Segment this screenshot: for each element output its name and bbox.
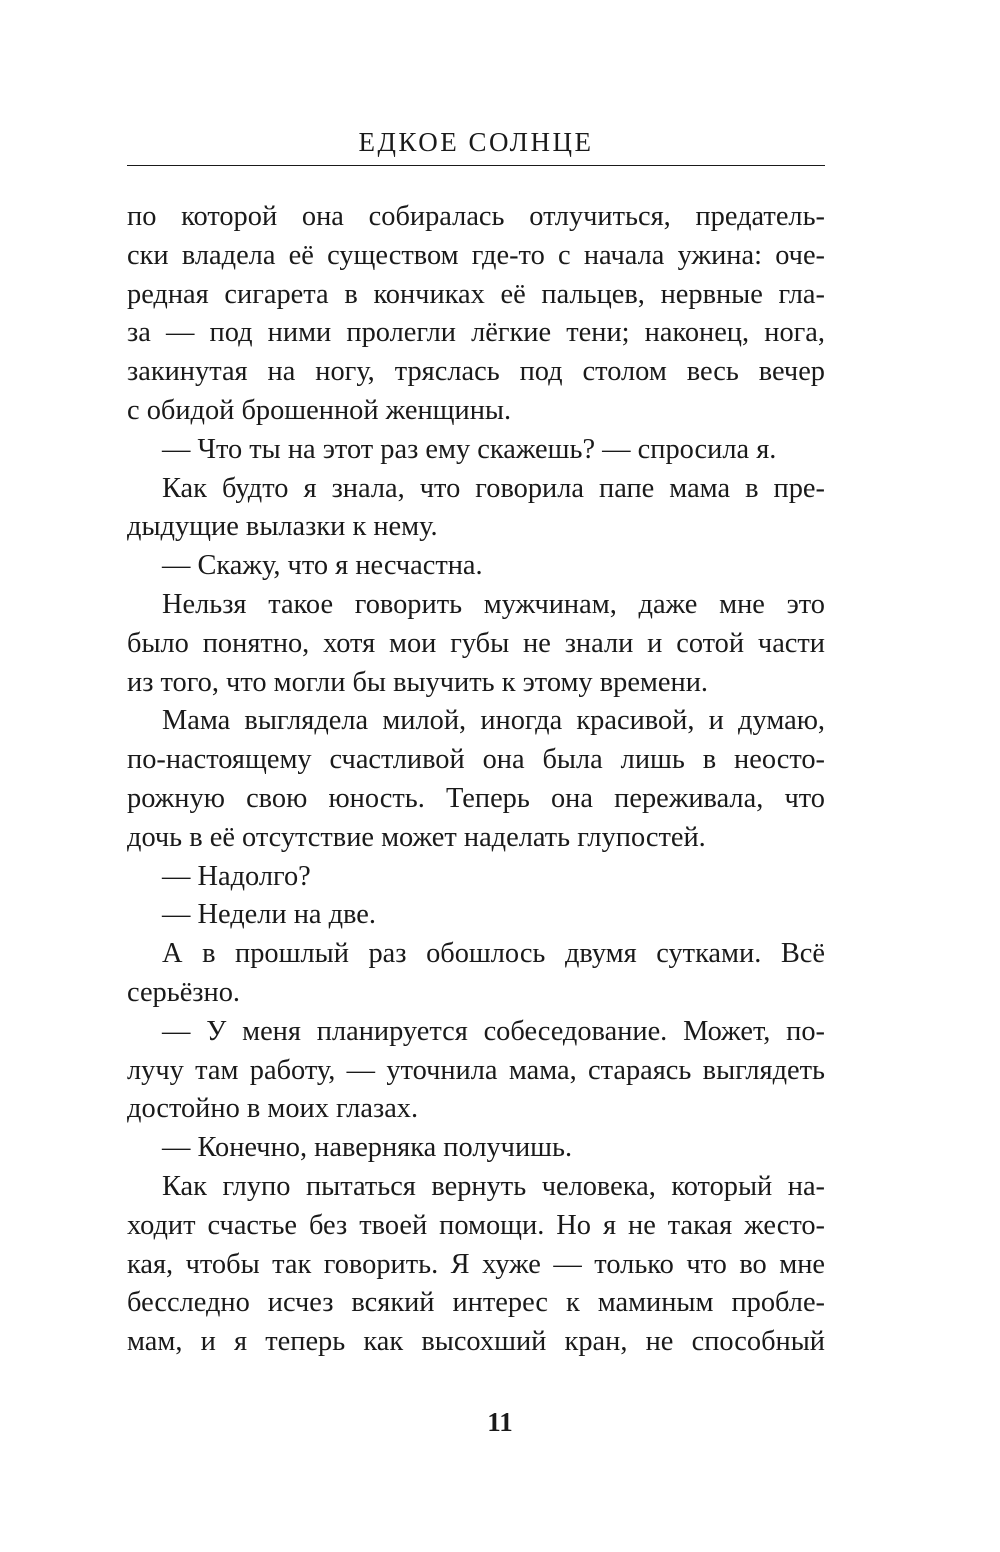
text-line: — Что ты на этот раз ему скажешь? — спросила я.: [162, 433, 777, 465]
text-line: рожную свою юность. Теперь она переживала, что: [127, 782, 825, 814]
text-line: достойно в моих глазах.: [127, 1093, 419, 1125]
text-line: ходит счастье без твоей помощи. Но я не такая жесто-: [127, 1209, 825, 1241]
text-line: Как глупо пытаться вернуть человека, который на-: [162, 1170, 825, 1202]
text-line: с обидой брошенной женщины.: [127, 394, 512, 426]
text-line: мам, и я теперь как высохший кран, не способный: [127, 1326, 825, 1358]
text-line: — Конечно, наверняка получишь.: [162, 1132, 573, 1164]
text-line: — Недели на две.: [162, 899, 376, 931]
text-line: Нельзя такое говорить мужчинам, даже мне это: [162, 588, 825, 620]
text-line: редная сигарета в кончиках её пальцев, нервные гла-: [127, 278, 825, 310]
text-line: закинутая на ногу, тряслась под столом весь вечер: [127, 356, 825, 388]
text-line: серьёзно.: [127, 976, 240, 1008]
text-line: было понятно, хотя мои губы не знали и сотой части: [127, 627, 825, 659]
text-line: А в прошлый раз обошлось двумя сутками. Всё: [162, 938, 825, 970]
page-number: 11: [487, 1407, 513, 1437]
body-text: [127, 198, 825, 1362]
text-line: — Надолго?: [162, 860, 311, 892]
text-line: по которой она собиралась отлучиться, предатель-: [127, 201, 825, 232]
text-line: кая, чтобы так говорить. Я хуже — только что во мне: [127, 1248, 825, 1280]
text-line: бесследно исчез всякий интерес к маминым пробле-: [127, 1287, 825, 1319]
text-line: дыдущие вылазки к нему.: [127, 511, 438, 543]
text-line: ски владела её существом где-то с начала ужина: оче-: [127, 239, 825, 271]
text-line: — Скажу, что я несчастна.: [162, 550, 483, 582]
text-line: из того, что могли бы выучить к этому времени.: [127, 666, 708, 698]
text-line: дочь в её отсутствие может наделать глупостей.: [127, 821, 706, 853]
text-line: — У меня планируется собеседование. Может, по-: [162, 1015, 825, 1047]
text-line: за — под ними пролегли лёгкие тени; наконец, нога,: [127, 317, 825, 349]
text-line: по-настоящему счастливой она была лишь в неосто-: [127, 744, 825, 776]
running-head: ЕДКОЕ СОЛНЦЕ: [358, 127, 594, 157]
text-line: Мама выглядела милой, иногда красивой, и думаю,: [162, 705, 825, 737]
header-rule: [127, 165, 825, 166]
text-line: лучу там работу, — уточнила мама, стараясь выглядеть: [127, 1054, 825, 1086]
text-line: Как будто я знала, что говорила папе мама в пре-: [162, 472, 825, 504]
